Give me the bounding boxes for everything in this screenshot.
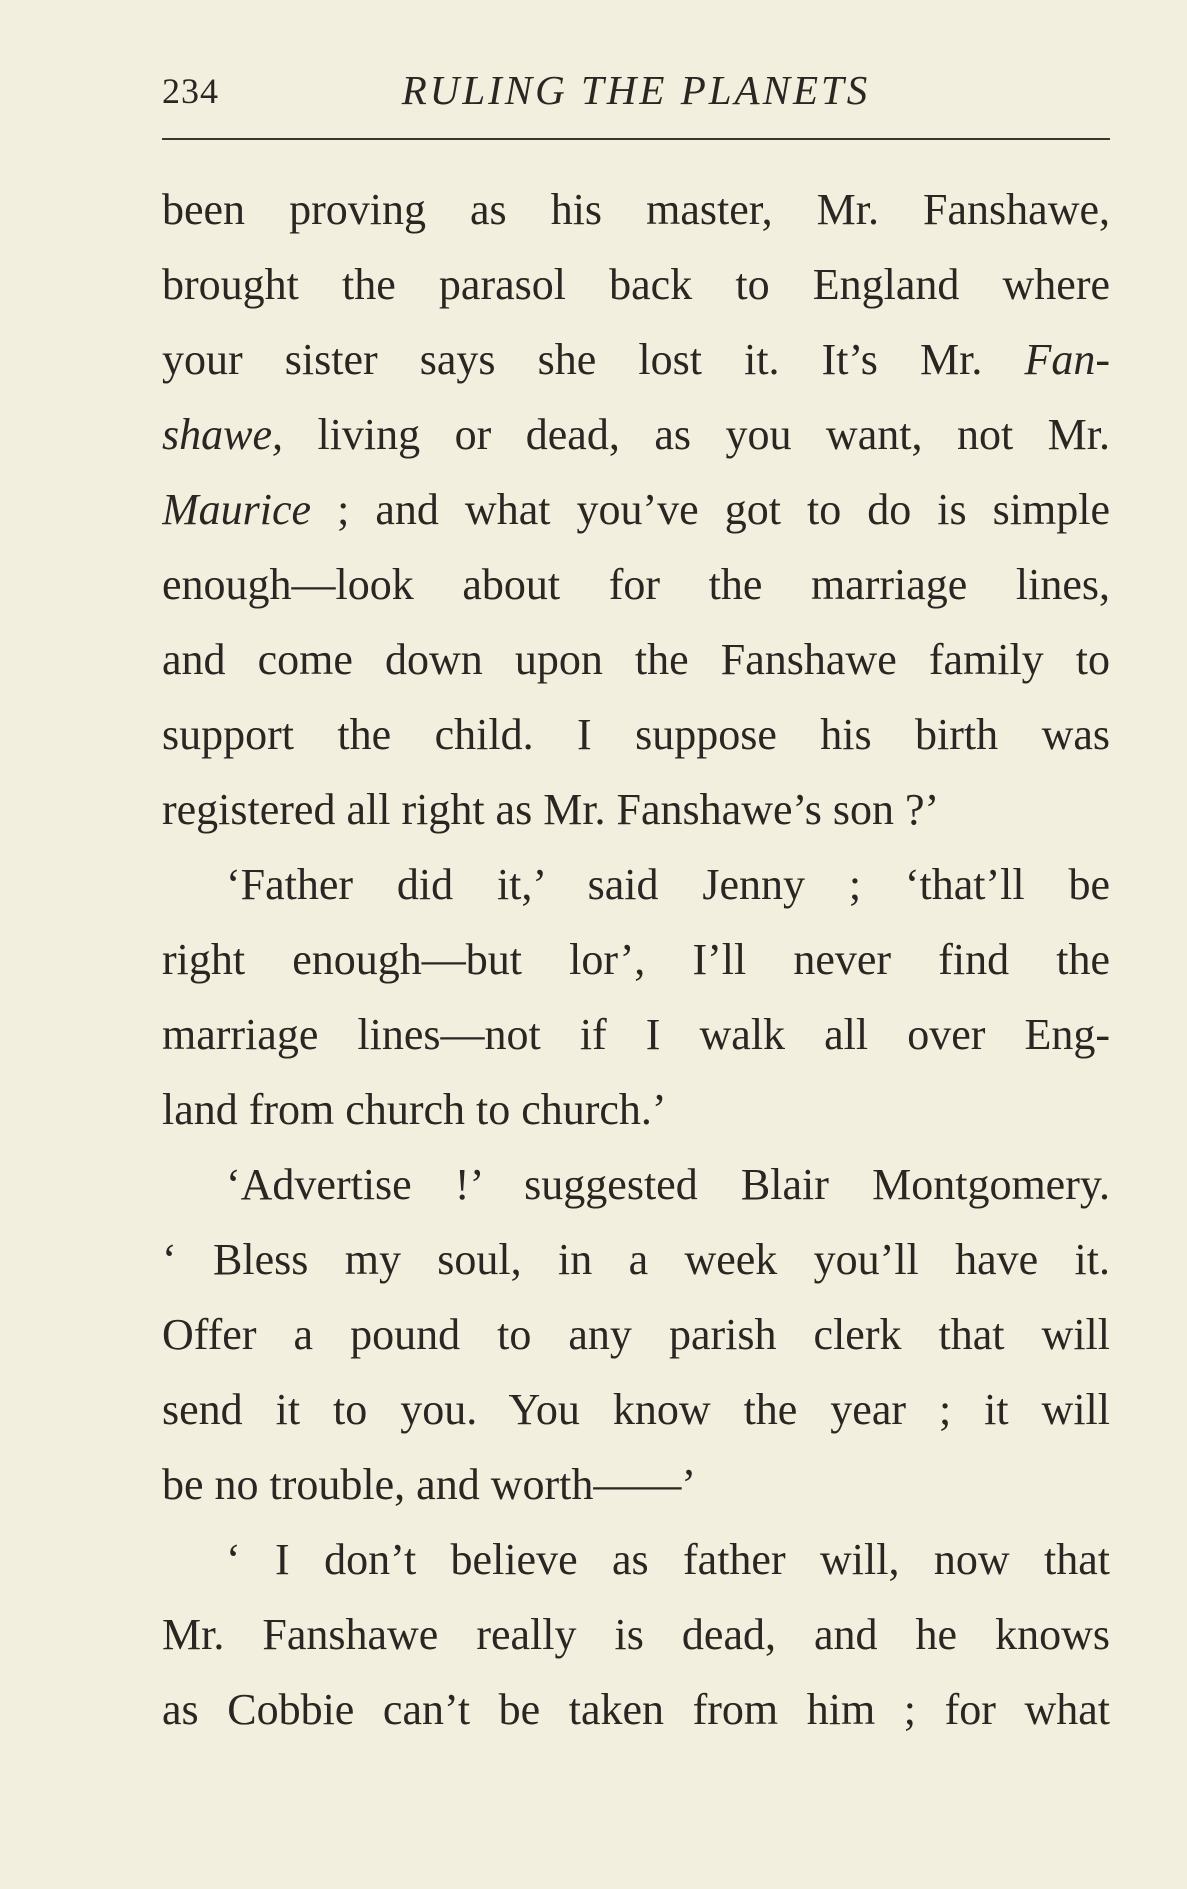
text-line: shawe, living or dead, as you want, not Mr. xyxy=(162,410,1110,459)
text-line: ‘Father did it,’ said Jenny ; ‘that’ll be xyxy=(226,860,1110,909)
text-line: send it to you. You know the year ; it will xyxy=(162,1385,1110,1434)
text-line: ‘ Bless my soul, in a week you’ll have it. xyxy=(162,1235,1110,1284)
header-rule xyxy=(162,138,1110,140)
text-line: marriage lines—not if I walk all over Eng- xyxy=(162,1010,1110,1059)
text-line: Maurice ; and what you’ve got to do is simple xyxy=(162,485,1110,534)
text-line: be no trouble, and worth——’ xyxy=(162,1460,696,1509)
running-title: RULING THE PLANETS xyxy=(401,67,871,113)
text-line: ‘ I don’t believe as father will, now that xyxy=(226,1535,1110,1584)
text-line: Offer a pound to any parish clerk that will xyxy=(162,1310,1110,1359)
text-line: brought the parasol back to England where xyxy=(162,260,1110,309)
body-text xyxy=(162,172,1110,1747)
text-line: land from church to church.’ xyxy=(162,1085,667,1134)
text-line: as Cobbie can’t be taken from him ; for what xyxy=(162,1685,1110,1734)
text-line: right enough—but lor’, I’ll never find the xyxy=(162,935,1110,984)
text-line: and come down upon the Fanshawe family to xyxy=(162,635,1110,684)
text-line: been proving as his master, Mr. Fanshawe, xyxy=(162,185,1110,234)
text-line: enough—look about for the marriage lines, xyxy=(162,560,1110,609)
text-line: Mr. Fanshawe really is dead, and he knows xyxy=(162,1610,1110,1659)
page-number: 234 xyxy=(162,71,219,111)
text-line: registered all right as Mr. Fanshawe’s son ?’ xyxy=(162,785,940,834)
running-header xyxy=(162,62,1110,118)
text-line: your sister says she lost it. It’s Mr. Fan- xyxy=(162,335,1110,384)
text-line: ‘Advertise !’ suggested Blair Montgomery. xyxy=(226,1160,1110,1209)
text-line: support the child. I suppose his birth was xyxy=(162,710,1110,759)
